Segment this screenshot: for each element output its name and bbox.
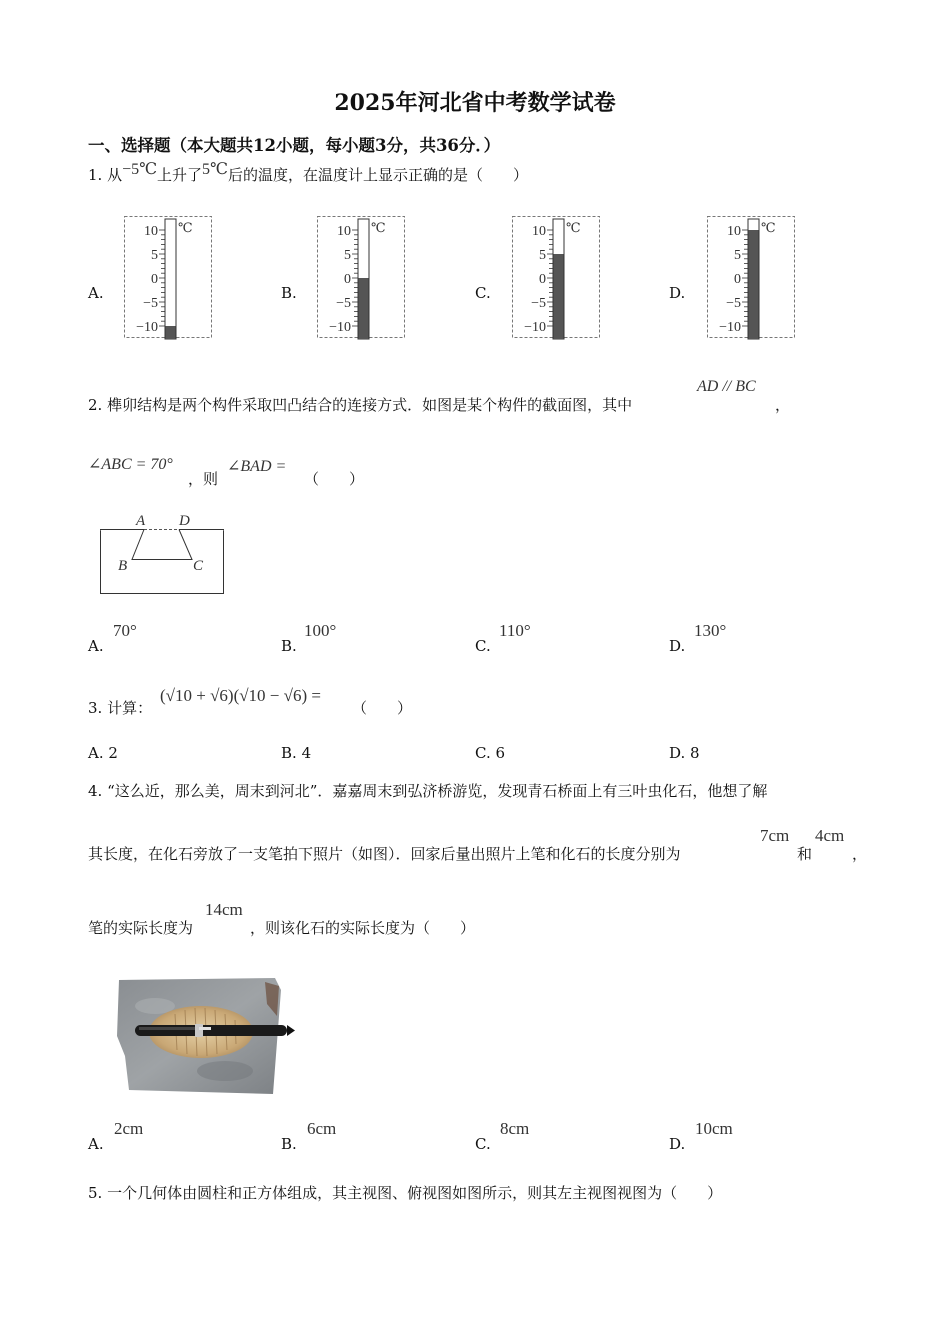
q3-text-2: （ ） [352, 699, 413, 717]
thermometer-tick-label: 10 [727, 224, 741, 239]
q2-math-angle-abc: ∠ABC = 70° [88, 456, 173, 473]
question-1 [88, 161, 528, 185]
q4-math-7cm: 7cm [760, 826, 790, 845]
q1-number: 1. [88, 166, 103, 184]
q1-option-d-thermometer[interactable] [707, 216, 799, 346]
q4-option-c-value[interactable]: 8cm [500, 1119, 530, 1138]
q2-figure-label-b: B [118, 558, 128, 574]
q1-math-1: −5℃ [122, 161, 158, 178]
q2-option-a-value[interactable]: 70° [113, 621, 137, 640]
thermometer-tick-label: −5 [726, 296, 741, 311]
q3-option-a-label: A. [88, 744, 104, 762]
q2-option-a-label[interactable]: A. [88, 637, 104, 655]
q2-option-d-value[interactable]: 130° [694, 621, 727, 640]
q2-option-b-label[interactable]: B. [281, 637, 297, 655]
q1-option-b-label[interactable]: B. [281, 284, 297, 302]
q3-option-d[interactable] [669, 744, 700, 762]
q4-option-b-value[interactable]: 6cm [307, 1119, 337, 1138]
thermometer-unit: ℃ [761, 220, 776, 235]
q4-text-1: “这么近，那么美，周末到河北”．嘉嘉周末到弘济桥游览，发现青石桥面上有三叶虫化石，他想了解 [107, 782, 768, 800]
thermometer-tick-label: 10 [532, 224, 546, 239]
q4-line-1 [88, 780, 767, 801]
thermometer-tick-label: 0 [734, 272, 741, 287]
section-heading: 一、选择题（本大题共12小题，每小题3分，共36分．） [88, 136, 501, 155]
q1-text-3: 后的温度，在温度计上显示正确的是（ ） [227, 166, 528, 184]
q1-text-1: 从 [107, 166, 123, 184]
q4-number: 4. [88, 782, 103, 800]
q2-option-b-value[interactable]: 100° [304, 621, 337, 640]
q4-math-14cm: 14cm [205, 900, 243, 919]
q2-figure-label-d: D [179, 513, 190, 529]
q2-option-c-value[interactable]: 110° [499, 621, 531, 640]
q2-figure-label-c: C [193, 558, 204, 574]
q4-option-d-label[interactable]: D. [669, 1135, 686, 1153]
thermometer-tick-label: 5 [734, 248, 741, 263]
q2-figure-label-a: A [136, 513, 146, 529]
thermometer-tick-label: −10 [524, 320, 546, 335]
thermometer-tick-label: −10 [719, 320, 741, 335]
q2-option-d-label[interactable]: D. [669, 637, 686, 655]
thermometer-tick-label: −10 [136, 320, 158, 335]
question-5 [88, 1182, 722, 1203]
q3-option-b-label: B. [281, 744, 297, 762]
q1-option-a-thermometer[interactable] [124, 216, 216, 346]
q1-option-b-thermometer[interactable] [317, 216, 409, 346]
thermometer-tick-label: 5 [539, 248, 546, 263]
q1-option-a-label[interactable]: A. [88, 284, 104, 302]
thermometer-tick-label: 5 [344, 248, 351, 263]
thermometer-tick-label: −10 [329, 320, 351, 335]
thermometer-mercury [749, 230, 759, 339]
q3-option-c[interactable] [475, 744, 505, 762]
q4-text-he: 和 [797, 845, 813, 863]
q4-math-4cm: 4cm [815, 826, 845, 845]
q1-option-d-label[interactable]: D. [669, 284, 686, 302]
q2-line-1 [88, 394, 632, 415]
q3-option-a[interactable] [88, 744, 118, 762]
q1-text-2: 上升了 [157, 166, 203, 184]
thermometer-tube [165, 219, 176, 339]
q4-option-a-value[interactable]: 2cm [114, 1119, 144, 1138]
q3-option-c-value: 6 [495, 744, 506, 762]
q4-text-4: ，则该化石的实际长度为（ ） [250, 919, 476, 937]
q4-option-c-label[interactable]: C. [475, 1135, 491, 1153]
thermometer-tick-label: −5 [336, 296, 351, 311]
thermometer-tick-label: 0 [539, 272, 546, 287]
q4-fossil-photo [115, 976, 297, 1100]
q2-text-1: 榫卯结构是两个构件采取凹凸结合的连接方式．如图是某个构件的截面图，其中 [107, 396, 633, 414]
q4-option-d-value[interactable]: 10cm [695, 1119, 733, 1138]
page-title: 2025年河北省中考数学试卷 [334, 90, 616, 116]
thermometer-unit: ℃ [371, 220, 386, 235]
q2-number: 2. [88, 396, 103, 414]
thermometer-tick-label: 10 [337, 224, 351, 239]
q3-text-1: 计算： [107, 699, 153, 717]
thermometer-tick-label: 5 [151, 248, 158, 263]
q1-option-c-label[interactable]: C. [475, 284, 491, 302]
q3-option-d-value: 8 [690, 744, 700, 762]
q4-text-2: 其长度，在化石旁放了一支笔拍下照片（如图）．回家后量出照片上笔和化石的长度分别为 [88, 845, 681, 863]
q2-math-angle-bad: ∠BAD = [227, 458, 287, 475]
q3-number: 3. [88, 699, 103, 717]
q1-math-2: 5℃ [202, 161, 228, 178]
q3-option-d-label: D. [669, 744, 686, 762]
q1-option-c-thermometer[interactable] [512, 216, 604, 346]
q4-option-b-label[interactable]: B. [281, 1135, 297, 1153]
thermometer-unit: ℃ [178, 220, 193, 235]
thermometer-tick-label: 0 [344, 272, 351, 287]
thermometer-mercury [554, 254, 564, 339]
q3-expression: (√10 + √6)(√10 − √6) = [160, 686, 321, 705]
thermometer-tick-label: 10 [144, 224, 158, 239]
q2-figure-trapezoid [132, 530, 192, 560]
q3-option-c-label: C. [475, 744, 491, 762]
thermometer-tick-label: −5 [531, 296, 546, 311]
thermometer-tick-label: −5 [143, 296, 158, 311]
q3-option-b[interactable] [281, 744, 311, 762]
q2-option-c-label[interactable]: C. [475, 637, 491, 655]
q5-text: 一个几何体由圆柱和正方体组成，其主视图、俯视图如图所示，则其左主视图视图为（ ） [107, 1184, 723, 1202]
q4-option-a-label[interactable]: A. [88, 1135, 104, 1153]
q5-number: 5. [88, 1184, 103, 1202]
q2-math-parallel: AD // BC [697, 378, 756, 395]
q4-text-3: 笔的实际长度为 [88, 919, 194, 937]
pen [135, 1025, 287, 1036]
q3-line [88, 697, 152, 718]
q2-text-3: （ ） [304, 470, 365, 488]
q2-figure [96, 510, 231, 604]
q3-option-b-value: 4 [301, 744, 312, 762]
thermometer-tick-label: 0 [151, 272, 158, 287]
thermometer-mercury [166, 326, 176, 339]
q2-comma: ， [775, 396, 791, 414]
q4-comma: ， [852, 845, 868, 863]
q3-option-a-value: 2 [108, 744, 118, 762]
thermometer-mercury [359, 278, 369, 339]
q2-text-2: ，则 [188, 470, 219, 488]
thermometer-unit: ℃ [566, 220, 581, 235]
